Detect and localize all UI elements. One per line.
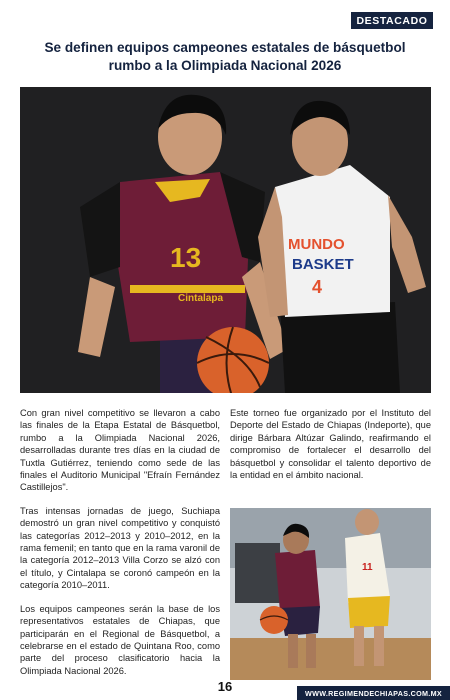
left-jersey-sponsor: Cintalapa xyxy=(178,293,224,304)
right-jersey-text-1: MUNDO xyxy=(288,236,345,253)
article-paragraph: Con gran nivel competitivo se llevaron a cabo las finales de la Etapa Estatal de Básquetbol, rumbo a la Olimpiada Nacional 2026, desarrolladas durante tres días en la ciudad de Tuxtla Gutiérrez, teniendo como sede de las finales el Auditorio Municipal "Efraín Fernández Castillejos". xyxy=(20,408,220,493)
article-headline: Se definen equipos campeones estatales de básquetbol rumbo a la Olimpiada Nacional 2026 xyxy=(44,40,406,73)
article-paragraph: Los equipos campeones serán la base de los representativos estatales de Chiapas, que participarán en el Regional de Básquetbol, a celebrarse en el estado de Quintana Roo, como parte del proceso clasificatorio hacia la Olimpiada Nacional 2026. xyxy=(20,603,220,676)
side-photo-youth-basketball xyxy=(230,508,431,680)
side-jersey-number: 11 xyxy=(362,562,373,573)
right-jersey-text-2: BASKET xyxy=(292,256,354,273)
section-badge: DESTACADO xyxy=(351,12,433,29)
right-jersey-number: 4 xyxy=(312,277,323,297)
article-column-left xyxy=(20,407,220,688)
main-photo-basketball-players xyxy=(20,87,431,393)
article-column-right xyxy=(230,407,431,492)
website-footer[interactable]: WWW.REGIMENDECHIAPAS.COM.MX xyxy=(297,686,450,700)
article-paragraph: Este torneo fue organizado por el Instituto del Deporte del Estado de Chiapas (Indeporte), que dirige Bárbara Altúzar Galindo, reafirmando el compromiso de fortalecer el desarrollo del básquetbol y consolidar el talento deportivo de la entidad en el ámbito nacional. xyxy=(230,408,431,481)
left-jersey-number: 13 xyxy=(170,242,202,273)
article-paragraph: Tras intensas jornadas de juego, Suchiapa demostró un gran nivel competitivo y conquistó las categorías 2012–2013 y 2010–2012, en la rama femenil; en tanto que en la rama varonil de la categoría 2012–2013 Villa Corzo se alzó con el título, y Cintalapa se coronó campeón en la categoría 2010–2011. xyxy=(20,505,220,591)
page-number: 16 xyxy=(217,679,233,694)
